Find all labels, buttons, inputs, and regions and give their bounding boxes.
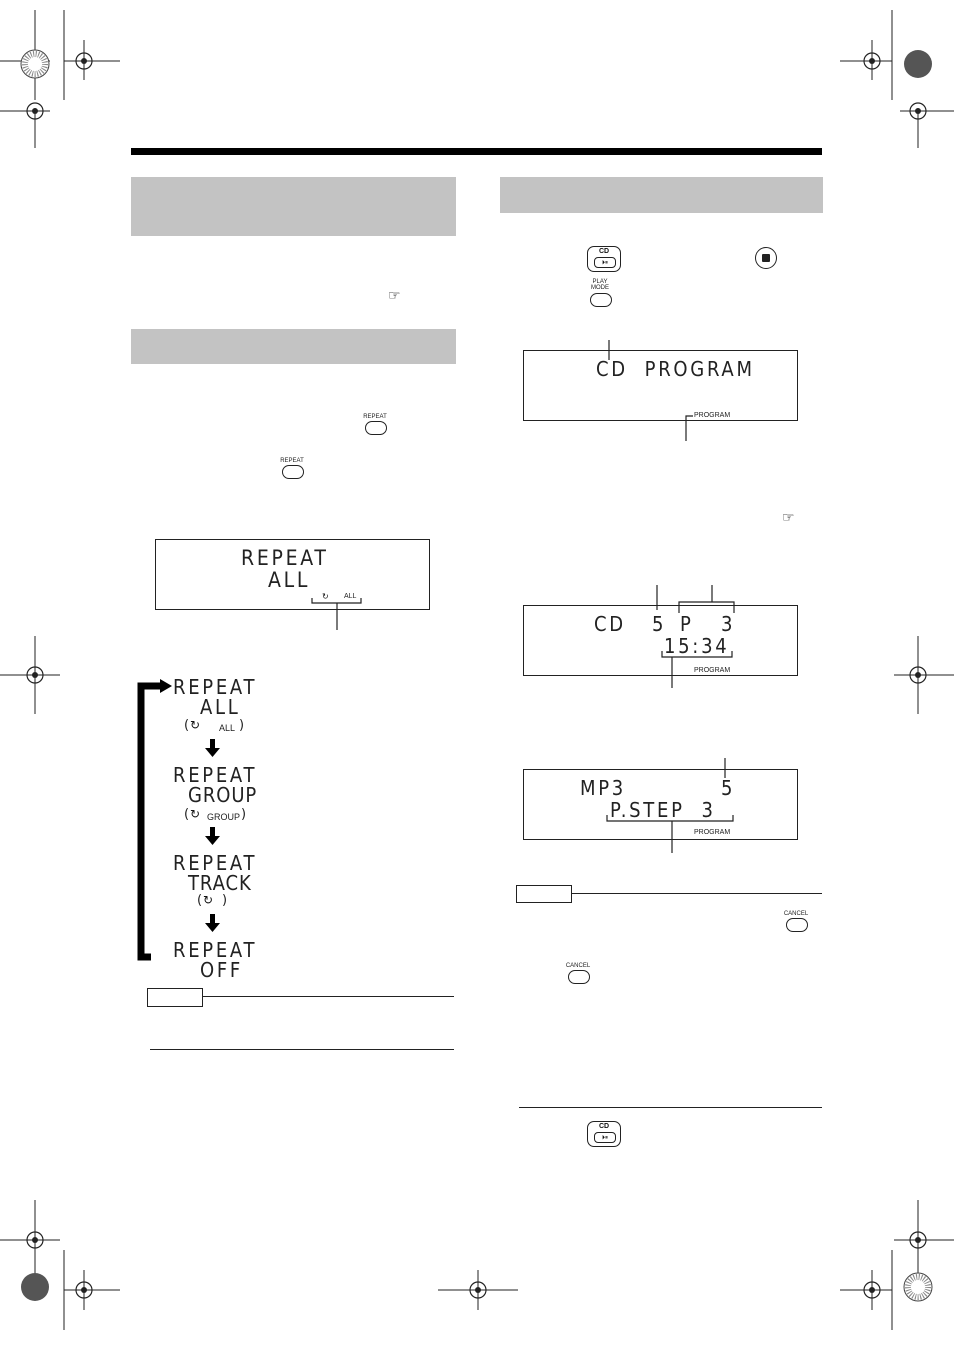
cycle-indicator-text: ALL xyxy=(219,723,236,733)
cd-play-pause-button[interactable] xyxy=(587,1121,621,1147)
lcd-group-number: 5 xyxy=(721,776,736,800)
cancel-button-label: CANCEL xyxy=(565,963,591,969)
cycle-indicator-text: GROUP xyxy=(207,812,241,822)
reference-hand-icon: ☞ xyxy=(782,510,795,526)
lcd-track-number: 5 xyxy=(652,612,667,636)
cycle-repeat-off-line2: OFF xyxy=(200,958,243,982)
cd-button-label: CD xyxy=(598,248,610,255)
lcd-line1: REPEAT xyxy=(241,546,329,570)
lcd-source: CD xyxy=(594,612,626,636)
cancel-button-label: CANCEL xyxy=(783,911,809,917)
lcd-source: MP3 xyxy=(580,776,626,800)
cycle-indicator-close: ) xyxy=(222,893,228,908)
repeat-arrow-icon: ↻ xyxy=(190,807,201,821)
repeat-button-label: REPEAT xyxy=(280,458,304,464)
reference-hand-icon: ☞ xyxy=(388,288,401,304)
cancel-button[interactable] xyxy=(568,970,590,984)
cycle-repeat-all-line1: REPEAT xyxy=(173,675,258,699)
lcd-line1: CD PROGRAM xyxy=(596,357,755,381)
cd-button-label: CD xyxy=(598,1123,610,1130)
cycle-indicator-open: ( xyxy=(197,893,203,908)
lcd-indicator: PROGRAM xyxy=(694,829,731,836)
lcd-indicator: PROGRAM xyxy=(694,412,731,419)
play-pause-icon: ⏵⏸ xyxy=(594,1132,616,1143)
lcd-step-line: P.STEP 3 xyxy=(610,798,716,822)
cycle-indicator-open: ( xyxy=(184,718,190,733)
cycle-repeat-group-line1: REPEAT xyxy=(173,763,258,787)
lcd-indicator: ALL xyxy=(344,593,357,600)
cycle-indicator-close: ) xyxy=(241,807,247,822)
note-rule-top xyxy=(572,893,822,894)
cycle-repeat-all-line2: ALL xyxy=(200,695,241,719)
repeat-arrow-icon: ↻ xyxy=(190,718,201,732)
cycle-repeat-group-line2: GROUP xyxy=(188,783,258,807)
cycle-indicator-close: ) xyxy=(239,718,245,733)
cycle-repeat-off-line1: REPEAT xyxy=(173,938,258,962)
play-pause-icon: ⏵⏸ xyxy=(594,257,616,268)
cycle-indicator-open: ( xyxy=(184,807,190,822)
cycle-repeat-track-line1: REPEAT xyxy=(173,851,258,875)
cancel-button[interactable] xyxy=(786,918,808,932)
note-rule-bottom xyxy=(519,1107,822,1108)
lcd-total-time: 15:34 xyxy=(664,634,730,658)
lcd-program-label: P xyxy=(680,612,694,636)
play-mode-button-label: PLAY MODE xyxy=(591,279,609,291)
lcd-line2: ALL xyxy=(268,568,311,592)
repeat-arrow-icon: ↻ xyxy=(203,893,214,907)
note-label-box xyxy=(516,885,572,903)
repeat-button-label: REPEAT xyxy=(363,414,387,420)
cycle-repeat-track-line2: TRACK xyxy=(188,871,252,895)
lcd-step-number: 3 xyxy=(721,612,736,636)
repeat-arrow-icon: ↻ xyxy=(322,592,329,601)
lcd-indicator: PROGRAM xyxy=(694,667,731,674)
